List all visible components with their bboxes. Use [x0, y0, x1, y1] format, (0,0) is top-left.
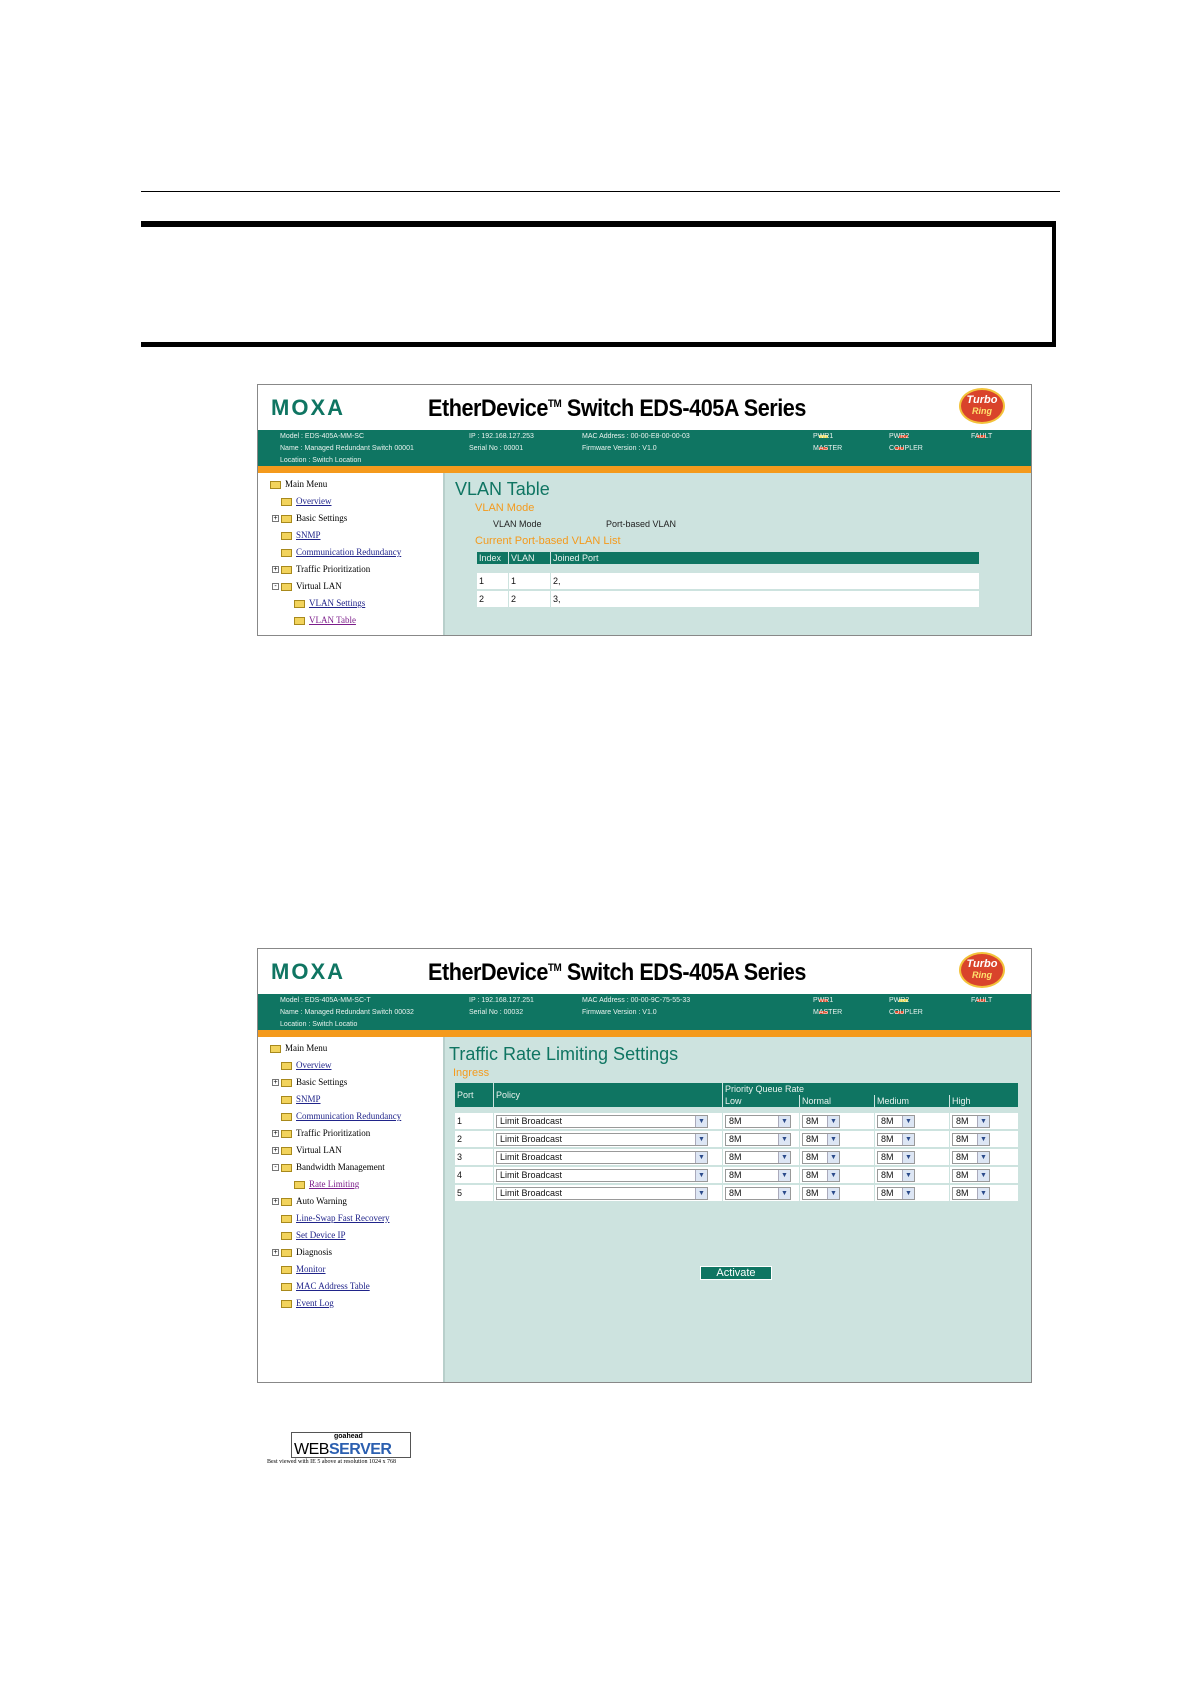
- vlan-list-heading: Current Port-based VLAN List: [475, 535, 621, 547]
- cell-index: 2: [477, 590, 509, 608]
- coupler-indicator: COUPLER: [889, 1009, 923, 1016]
- table-row: [455, 1184, 1019, 1202]
- orange-bar: [258, 1030, 1031, 1037]
- chevron-down-icon: ▼: [977, 1188, 989, 1199]
- chevron-down-icon: ▼: [778, 1134, 790, 1145]
- expand-icon[interactable]: +: [273, 1130, 278, 1138]
- menu-vlan-settings[interactable]: VLAN Settings: [294, 598, 365, 608]
- chevron-down-icon: ▼: [977, 1116, 989, 1127]
- screenshot-rate-limiting: [257, 948, 1032, 1465]
- cell-port: 2: [455, 1130, 494, 1148]
- note-box: [141, 221, 1056, 347]
- folder-icon: [270, 1045, 281, 1053]
- screenshot-vlan-table: [257, 384, 1032, 636]
- col-low: Low: [723, 1095, 800, 1107]
- firmware-text: Firmware Version : V1.0: [582, 445, 657, 452]
- expand-icon[interactable]: +: [273, 1079, 278, 1087]
- firmware-text: Firmware Version : V1.0: [582, 1009, 657, 1016]
- cell-vlan: 1: [509, 573, 551, 590]
- orange-bar: [258, 466, 1031, 473]
- col-medium: Medium: [875, 1095, 950, 1107]
- menu-virtual-lan[interactable]: + Virtual LAN: [273, 1145, 342, 1155]
- master-indicator: MASTER: [813, 1009, 843, 1016]
- table-header: [477, 552, 980, 564]
- content-area: [447, 473, 1031, 635]
- activate-button[interactable]: Activate: [700, 1266, 772, 1280]
- menu-communication-redundancy[interactable]: Communication Redundancy: [281, 547, 401, 557]
- menu-event-log[interactable]: Event Log: [281, 1298, 334, 1308]
- folder-icon: [281, 1300, 292, 1308]
- pwr2-indicator: PWR2: [889, 433, 910, 440]
- col-high: High: [950, 1095, 1019, 1107]
- chevron-down-icon: ▼: [827, 1170, 839, 1181]
- chevron-down-icon: ▼: [778, 1116, 790, 1127]
- serial-text: Serial No : 00001: [469, 445, 524, 452]
- menu-overview[interactable]: Overview: [281, 496, 332, 506]
- expand-icon[interactable]: +: [273, 1249, 278, 1257]
- vlan-mode-label: VLAN Mode: [493, 519, 542, 529]
- moxa-logo: MOXA: [271, 959, 345, 984]
- policy-select[interactable]: Limit Broadcast ▼: [496, 1133, 708, 1146]
- device-info-bar: [258, 430, 1031, 466]
- menu-snmp[interactable]: SNMP: [281, 1094, 321, 1104]
- col-vlan: VLAN: [509, 552, 551, 564]
- menu-snmp[interactable]: SNMP: [281, 530, 321, 540]
- fault-indicator: FAULT: [971, 997, 993, 1004]
- col-normal: Normal: [800, 1095, 875, 1107]
- table-header: [455, 1083, 1019, 1095]
- banner: [258, 949, 1031, 994]
- best-view-note: Best viewed with IE 5 above at resolution 1024 x 768: [267, 1459, 396, 1465]
- medium-rate-select[interactable]: 8M ▼: [877, 1115, 915, 1128]
- pwr2-indicator: PWR2: [889, 997, 910, 1004]
- chevron-down-icon: ▼: [695, 1188, 707, 1199]
- menu-set-device-ip[interactable]: Set Device IP: [281, 1230, 346, 1240]
- chevron-down-icon: ▼: [902, 1116, 914, 1127]
- product-title: EtherDevice™ Switch EDS-405A Series: [428, 395, 806, 422]
- high-rate-select[interactable]: 8M ▼: [952, 1169, 990, 1182]
- expand-icon[interactable]: +: [273, 1198, 278, 1206]
- cell-joined-port: 3,: [551, 590, 980, 608]
- policy-select[interactable]: Limit Broadcast ▼: [496, 1115, 708, 1128]
- chevron-down-icon: ▼: [827, 1116, 839, 1127]
- menu-traffic-prioritization[interactable]: + Traffic Prioritization: [273, 1128, 371, 1138]
- folder-icon: [281, 549, 292, 557]
- chevron-down-icon: ▼: [778, 1188, 790, 1199]
- table-row: [477, 573, 980, 590]
- vlan-list-table: [477, 552, 980, 609]
- cell-port: 4: [455, 1166, 494, 1184]
- medium-rate-select[interactable]: 8M ▼: [877, 1133, 915, 1146]
- product-title: EtherDevice™ Switch EDS-405A Series: [428, 959, 806, 986]
- turbo-ring-logo: Turbo Ring: [959, 952, 1005, 988]
- low-rate-select[interactable]: 8M ▼: [725, 1151, 791, 1164]
- pwr1-indicator: PWR1: [813, 433, 834, 440]
- chevron-down-icon: ▼: [778, 1170, 790, 1181]
- expand-icon[interactable]: +: [273, 515, 278, 523]
- name-text: Name : Managed Redundant Switch 00001: [280, 445, 414, 452]
- menu-communication-redundancy[interactable]: Communication Redundancy: [281, 1111, 401, 1121]
- folder-icon: [281, 1113, 292, 1121]
- fault-indicator: FAULT: [971, 433, 993, 440]
- folder-icon: [281, 1130, 292, 1138]
- model-text: Model : EDS-405A-MM-SC-T: [280, 997, 371, 1004]
- col-index: Index: [477, 552, 509, 564]
- table-row: [455, 1148, 1019, 1166]
- normal-rate-select[interactable]: 8M ▼: [802, 1133, 840, 1146]
- moxa-logo: MOXA: [271, 395, 345, 420]
- folder-icon: [281, 583, 292, 591]
- cell-port: 1: [455, 1113, 494, 1130]
- goahead-webserver-logo: goahead WEBSERVER: [291, 1432, 411, 1458]
- policy-select[interactable]: Limit Broadcast ▼: [496, 1151, 708, 1164]
- chevron-down-icon: ▼: [902, 1152, 914, 1163]
- chevron-down-icon: ▼: [695, 1152, 707, 1163]
- folder-icon: [281, 1147, 292, 1155]
- rate-limit-table: [455, 1083, 1019, 1203]
- high-rate-select[interactable]: 8M ▼: [952, 1187, 990, 1200]
- folder-icon: [294, 1181, 305, 1189]
- normal-rate-select[interactable]: 8M ▼: [802, 1169, 840, 1182]
- cell-port: 5: [455, 1184, 494, 1202]
- menu-virtual-lan[interactable]: - Virtual LAN: [272, 581, 342, 591]
- expand-icon[interactable]: +: [273, 566, 278, 574]
- low-rate-select[interactable]: 8M ▼: [725, 1115, 791, 1128]
- cell-index: 1: [477, 573, 509, 590]
- normal-rate-select[interactable]: 8M ▼: [802, 1151, 840, 1164]
- high-rate-select[interactable]: 8M ▼: [952, 1115, 990, 1128]
- menu-overview[interactable]: Overview: [281, 1060, 332, 1070]
- folder-icon: [281, 1062, 292, 1070]
- chevron-down-icon: ▼: [827, 1188, 839, 1199]
- folder-icon: [281, 1079, 292, 1087]
- folder-icon: [281, 532, 292, 540]
- cell-vlan: 2: [509, 590, 551, 608]
- folder-icon: [294, 600, 305, 608]
- medium-rate-select[interactable]: 8M ▼: [877, 1169, 915, 1182]
- location-text: Location : Switch Location: [280, 457, 362, 464]
- chevron-down-icon: ▼: [827, 1134, 839, 1145]
- collapse-icon[interactable]: -: [272, 1164, 279, 1171]
- mac-text: MAC Address : 00-00-9C-75-55-33: [582, 997, 691, 1004]
- folder-icon: [281, 1096, 292, 1104]
- folder-icon: [281, 1232, 292, 1240]
- chevron-down-icon: ▼: [902, 1134, 914, 1145]
- device-info-bar: [258, 994, 1031, 1030]
- chevron-down-icon: ▼: [902, 1188, 914, 1199]
- menu-basic-settings[interactable]: + Basic Settings: [273, 1077, 348, 1087]
- folder-icon: [281, 1249, 292, 1257]
- folder-icon: [281, 1164, 292, 1172]
- vlan-mode-heading: VLAN Mode: [475, 502, 535, 514]
- folder-icon: [281, 566, 292, 574]
- col-priority-queue-rate: Priority Queue Rate: [723, 1083, 1019, 1095]
- content-area: [447, 1037, 1031, 1382]
- folder-icon: [294, 617, 305, 625]
- serial-text: Serial No : 00032: [469, 1009, 524, 1016]
- col-joined-port: Joined Port: [551, 552, 980, 564]
- main-menu-tree: [258, 473, 445, 635]
- table-row: [477, 590, 980, 608]
- cell-port: 3: [455, 1148, 494, 1166]
- chevron-down-icon: ▼: [902, 1170, 914, 1181]
- page-title: Traffic Rate Limiting Settings: [449, 1044, 679, 1064]
- chevron-down-icon: ▼: [977, 1152, 989, 1163]
- low-rate-select[interactable]: 8M ▼: [725, 1133, 791, 1146]
- medium-rate-select[interactable]: 8M ▼: [877, 1187, 915, 1200]
- menu-auto-warning[interactable]: + Auto Warning: [273, 1196, 347, 1206]
- folder-icon: [281, 498, 292, 506]
- normal-rate-select[interactable]: 8M ▼: [802, 1115, 840, 1128]
- normal-rate-select[interactable]: 8M ▼: [802, 1187, 840, 1200]
- low-rate-select[interactable]: 8M ▼: [725, 1187, 791, 1200]
- medium-rate-select[interactable]: 8M ▼: [877, 1151, 915, 1164]
- ip-text: IP : 192.168.127.253: [469, 433, 534, 440]
- menu-vlan-table[interactable]: VLAN Table: [294, 615, 356, 625]
- menu-main[interactable]: Main Menu: [270, 479, 327, 489]
- chevron-down-icon: ▼: [827, 1152, 839, 1163]
- folder-icon: [270, 481, 281, 489]
- folder-icon: [281, 515, 292, 523]
- collapse-icon[interactable]: -: [272, 583, 279, 590]
- turbo-ring-logo: Turbo Ring: [959, 388, 1005, 424]
- chevron-down-icon: ▼: [695, 1134, 707, 1145]
- menu-diagnosis[interactable]: + Diagnosis: [273, 1247, 332, 1257]
- col-policy: Policy: [494, 1083, 723, 1107]
- chevron-down-icon: ▼: [778, 1152, 790, 1163]
- menu-traffic-prioritization[interactable]: + Traffic Prioritization: [273, 564, 371, 574]
- master-indicator: MASTER: [813, 445, 843, 452]
- page-title: VLAN Table: [455, 479, 550, 499]
- chevron-down-icon: ▼: [977, 1170, 989, 1181]
- banner: [258, 385, 1031, 430]
- menu-line-swap[interactable]: Line-Swap Fast Recovery: [281, 1213, 389, 1223]
- policy-select[interactable]: Limit Broadcast ▼: [496, 1187, 708, 1200]
- menu-basic-settings[interactable]: + Basic Settings: [273, 513, 348, 523]
- main-menu-tree: [258, 1037, 445, 1465]
- menu-monitor[interactable]: Monitor: [281, 1264, 326, 1274]
- cell-joined-port: 2,: [551, 573, 980, 590]
- high-rate-select[interactable]: 8M ▼: [952, 1151, 990, 1164]
- model-text: Model : EDS-405A-MM-SC: [280, 433, 365, 440]
- menu-rate-limiting[interactable]: Rate Limiting: [294, 1179, 359, 1189]
- menu-main[interactable]: Main Menu: [270, 1043, 327, 1053]
- coupler-indicator: COUPLER: [889, 445, 923, 452]
- ingress-heading: Ingress: [453, 1067, 490, 1079]
- expand-icon[interactable]: +: [273, 1147, 278, 1155]
- chevron-down-icon: ▼: [695, 1170, 707, 1181]
- menu-mac-address-table[interactable]: MAC Address Table: [281, 1281, 370, 1291]
- menu-bandwidth-management[interactable]: - Bandwidth Management: [272, 1162, 385, 1172]
- chevron-down-icon: ▼: [977, 1134, 989, 1145]
- chevron-down-icon: ▼: [695, 1116, 707, 1127]
- high-rate-select[interactable]: 8M ▼: [952, 1133, 990, 1146]
- location-text: Location : Switch Locatio: [280, 1021, 358, 1028]
- folder-icon: [281, 1266, 292, 1274]
- low-rate-select[interactable]: 8M ▼: [725, 1169, 791, 1182]
- page-rule: [141, 191, 1060, 192]
- ip-text: IP : 192.168.127.251: [469, 997, 534, 1004]
- table-row: [455, 1130, 1019, 1148]
- pwr1-indicator: PWR1: [813, 997, 834, 1004]
- vlan-mode-value: Port-based VLAN: [606, 519, 677, 529]
- folder-icon: [281, 1283, 292, 1291]
- folder-icon: [281, 1215, 292, 1223]
- table-row: [455, 1113, 1019, 1130]
- policy-select[interactable]: Limit Broadcast ▼: [496, 1169, 708, 1182]
- mac-text: MAC Address : 00-00-E8-00-00-03: [582, 433, 690, 440]
- table-row: [455, 1166, 1019, 1184]
- col-port: Port: [455, 1083, 494, 1107]
- name-text: Name : Managed Redundant Switch 00032: [280, 1009, 414, 1016]
- folder-icon: [281, 1198, 292, 1206]
